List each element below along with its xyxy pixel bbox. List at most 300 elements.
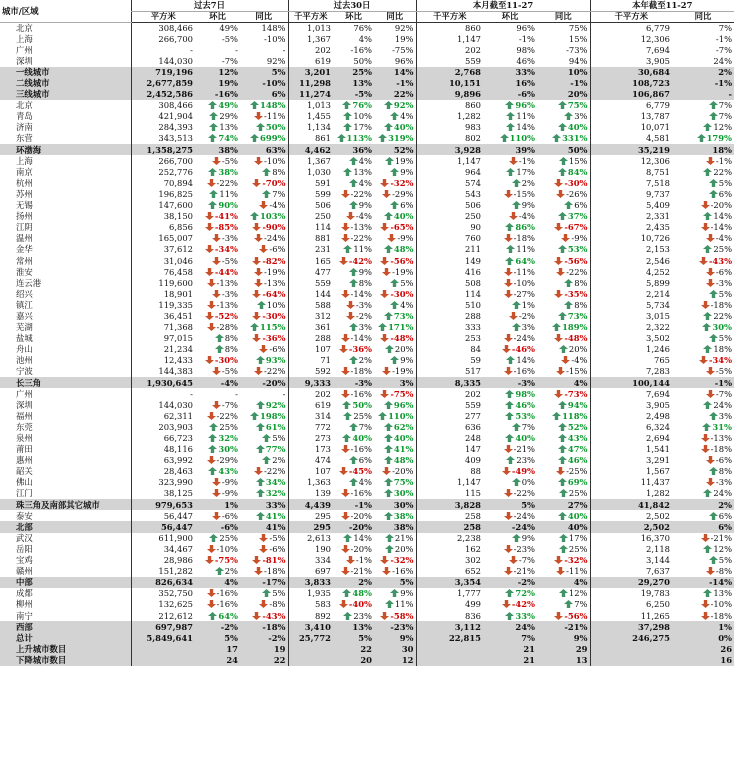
arrow-down-icon xyxy=(252,223,261,231)
arrow-down-icon xyxy=(346,212,355,220)
change-value: 11% xyxy=(516,244,536,255)
change-value: -4% xyxy=(195,377,240,388)
table-row xyxy=(0,410,734,421)
change-value: -5% xyxy=(715,366,733,377)
arrow-down-icon xyxy=(207,323,216,331)
area-value: 21,234 xyxy=(131,344,195,355)
arrow-down-icon xyxy=(504,545,513,553)
arrow-up-icon xyxy=(558,245,567,253)
change-value: 24% xyxy=(713,488,733,499)
arrow-up-icon xyxy=(703,245,712,253)
arrow-up-icon xyxy=(703,401,712,409)
change-value: -42% xyxy=(348,255,372,266)
arrow-up-icon xyxy=(703,123,712,131)
arrow-up-icon xyxy=(564,301,573,309)
change-value: -35% xyxy=(564,288,588,299)
area-value: 295 xyxy=(288,510,333,521)
arrow-down-icon xyxy=(380,334,389,342)
arrow-down-icon xyxy=(341,445,350,453)
table-row xyxy=(0,100,734,111)
area-value: 84 xyxy=(416,344,483,355)
arrow-down-icon xyxy=(252,290,261,298)
arrow-down-icon xyxy=(382,467,391,475)
city-name: 杭州 xyxy=(16,177,33,188)
change-value: -2% xyxy=(195,621,240,632)
change-value: 25% xyxy=(568,488,588,499)
area-value: 352,750 xyxy=(131,588,195,599)
area-value xyxy=(131,643,195,654)
change-value: 7% xyxy=(358,421,372,432)
change-value: 2% xyxy=(521,177,536,188)
change-value: 92% xyxy=(393,100,414,111)
change-value: -19% xyxy=(264,266,286,277)
area-value: 7,518 xyxy=(590,178,672,189)
arrow-down-icon xyxy=(341,234,350,242)
arrow-up-icon xyxy=(552,134,561,142)
table-row xyxy=(0,266,734,277)
arrow-up-icon xyxy=(709,101,718,109)
arrow-down-icon xyxy=(212,512,221,520)
table-row xyxy=(0,166,734,177)
arrow-up-icon xyxy=(208,101,217,109)
city-name: 三线城市 xyxy=(0,89,131,100)
arrow-down-icon xyxy=(207,600,216,608)
change-value: -22% xyxy=(350,188,372,199)
arrow-down-icon xyxy=(706,478,715,486)
area-value: 636 xyxy=(416,422,483,433)
arrow-up-icon xyxy=(384,312,393,320)
change-value: -18% xyxy=(264,566,286,577)
city-name: 泰安 xyxy=(16,510,33,521)
area-value: 3,828 xyxy=(416,499,483,510)
change-value: 2% xyxy=(272,455,286,466)
change-value: 6% xyxy=(358,455,372,466)
change-value: 43% xyxy=(218,466,238,477)
city-name: 佛山 xyxy=(16,477,33,488)
change-value: -43% xyxy=(708,255,733,266)
change-value: -7% xyxy=(715,44,733,55)
area-value: 107 xyxy=(288,344,333,355)
table-row xyxy=(0,55,734,66)
arrow-down-icon xyxy=(252,257,261,265)
city-name: 无锡 xyxy=(16,200,33,211)
change-value: 7% xyxy=(718,22,733,33)
area-value: 8,751 xyxy=(590,166,672,177)
change-value: -16% xyxy=(195,89,240,100)
change-value: 14% xyxy=(713,211,733,222)
area-value: 258 xyxy=(416,510,483,521)
city-name: 济南 xyxy=(16,122,33,133)
table-row xyxy=(0,488,734,499)
change-value: 319% xyxy=(388,133,414,144)
arrow-down-icon xyxy=(341,334,350,342)
change-value: 5% xyxy=(400,277,414,288)
change-value: 179% xyxy=(706,133,733,144)
change-value: 15% xyxy=(568,155,588,166)
arrow-up-icon xyxy=(256,478,265,486)
arrow-up-icon xyxy=(215,345,224,353)
area-value: 266,700 xyxy=(131,155,195,166)
change-value: 331% xyxy=(562,133,588,144)
city-name: 淮安 xyxy=(16,266,33,277)
change-value: 0% xyxy=(672,632,734,643)
area-value xyxy=(288,643,333,654)
change-value: 64% xyxy=(218,610,238,621)
arrow-down-icon xyxy=(380,290,389,298)
arrow-down-icon xyxy=(254,367,263,375)
table-row xyxy=(0,33,734,44)
yoy-7d: 同比 xyxy=(240,11,288,22)
change-value: 20% xyxy=(394,344,414,355)
arrow-up-icon xyxy=(256,423,265,431)
area-value: - xyxy=(131,44,195,55)
change-value: - xyxy=(282,388,286,399)
arrow-up-icon xyxy=(703,545,712,553)
area-value: 252,776 xyxy=(131,166,195,177)
change-value: 52% xyxy=(567,421,588,432)
arrow-down-icon xyxy=(504,367,513,375)
area-value: 48,116 xyxy=(131,444,195,455)
change-value: 63% xyxy=(240,144,288,155)
table-row xyxy=(0,355,734,366)
change-value: 9% xyxy=(521,200,536,211)
change-value: 40% xyxy=(567,122,588,133)
change-value: -20% xyxy=(710,200,733,211)
change-value: -16% xyxy=(350,444,372,455)
area-value: 1,246 xyxy=(590,344,672,355)
change-value: -3% xyxy=(221,288,238,299)
arrow-up-icon xyxy=(337,134,346,142)
change-value: 29 xyxy=(537,643,590,654)
change-value: 41% xyxy=(240,521,288,532)
arrow-up-icon xyxy=(343,168,352,176)
arrow-down-icon xyxy=(259,534,268,542)
change-value: 73% xyxy=(393,310,414,321)
area-value: 162 xyxy=(416,544,483,555)
arrow-up-icon xyxy=(390,356,399,364)
city-name: 北部 xyxy=(0,521,131,532)
change-value: 1% xyxy=(521,299,536,310)
city-name: 北京 xyxy=(16,22,33,33)
mom-30d: 环比 xyxy=(333,11,374,22)
change-value: 38% xyxy=(374,521,416,532)
area-value: 273 xyxy=(288,433,333,444)
arrow-down-icon xyxy=(259,545,268,553)
arrow-up-icon xyxy=(342,401,351,409)
change-value: 12% xyxy=(713,543,733,554)
change-value: 5% xyxy=(718,288,733,299)
table-row xyxy=(0,133,734,144)
change-value: 64% xyxy=(515,255,536,266)
area-value: 3,928 xyxy=(416,144,483,155)
arrow-up-icon xyxy=(262,456,271,464)
arrow-down-icon xyxy=(254,268,263,276)
change-value: 25% xyxy=(219,421,238,432)
city-name: 江阴 xyxy=(16,222,33,233)
summary-row xyxy=(0,655,734,666)
change-value: 4% xyxy=(358,155,372,166)
change-value: 13% xyxy=(333,78,374,89)
area-value: 1,567 xyxy=(590,466,672,477)
change-value: 19 xyxy=(240,643,288,654)
change-value: 113% xyxy=(346,133,372,144)
arrow-down-icon xyxy=(252,612,261,620)
arrow-up-icon xyxy=(390,301,399,309)
area-value: 11,265 xyxy=(590,610,672,621)
change-value: 74% xyxy=(218,133,238,144)
arrow-up-icon xyxy=(709,512,718,520)
change-value: -56% xyxy=(564,610,588,621)
mom-month: 环比 xyxy=(483,11,537,22)
area-value: 592 xyxy=(288,366,333,377)
area-value: 6,779 xyxy=(590,100,672,111)
change-value: -13% xyxy=(216,277,238,288)
area-value: 3,291 xyxy=(590,455,672,466)
change-value: 53% xyxy=(567,244,588,255)
arrow-up-icon xyxy=(558,423,567,431)
change-value: -21% xyxy=(350,566,372,577)
change-value: -23% xyxy=(374,621,416,632)
city-name: 扬州 xyxy=(16,211,33,222)
arrow-up-icon xyxy=(505,612,514,620)
change-value: 2% xyxy=(672,499,734,510)
area-value: 97,015 xyxy=(131,333,195,344)
arrow-up-icon xyxy=(342,101,351,109)
arrow-up-icon xyxy=(343,245,352,253)
change-value: -2% xyxy=(355,310,372,321)
area-value: 1,363 xyxy=(288,477,333,488)
area-value: 10,726 xyxy=(590,233,672,244)
summary-row xyxy=(0,577,734,588)
change-value: 9% xyxy=(537,632,590,643)
area-value: 203,903 xyxy=(131,422,195,433)
change-value: 10% xyxy=(353,111,372,122)
arrow-down-icon xyxy=(380,556,389,564)
change-value: -36% xyxy=(348,344,372,355)
change-value: -9% xyxy=(571,233,588,244)
table-row xyxy=(0,610,734,621)
arrow-down-icon xyxy=(259,345,268,353)
arrow-down-icon xyxy=(341,567,350,575)
arrow-down-icon xyxy=(380,179,389,187)
table-row xyxy=(0,555,734,566)
arrow-down-icon xyxy=(699,257,708,265)
area-value: 165,007 xyxy=(131,233,195,244)
arrow-down-icon xyxy=(554,290,563,298)
area-value: 3,354 xyxy=(416,577,483,588)
change-value: -10% xyxy=(216,543,238,554)
change-value: 9% xyxy=(358,200,372,211)
area-value: 144 xyxy=(288,288,333,299)
change-value: 18% xyxy=(713,344,733,355)
area-value: 3,905 xyxy=(590,399,672,410)
arrow-up-icon xyxy=(262,168,271,176)
arrow-up-icon xyxy=(559,589,568,597)
change-value: -16% xyxy=(216,588,238,599)
change-value: 12 xyxy=(374,655,416,666)
area-value: 119,335 xyxy=(131,300,195,311)
area-value: 421,904 xyxy=(131,111,195,122)
city-name: 下降城市数目 xyxy=(0,655,131,666)
change-value: 115% xyxy=(260,322,286,333)
city-name: 柳州 xyxy=(16,599,33,610)
change-value: 4% xyxy=(195,577,240,588)
arrow-down-icon xyxy=(207,279,216,287)
change-value: -30% xyxy=(262,310,286,321)
change-value: 13% xyxy=(333,621,374,632)
arrow-down-icon xyxy=(504,489,513,497)
arrow-down-icon xyxy=(556,367,565,375)
change-value: 50% xyxy=(537,144,590,155)
change-value: 90% xyxy=(218,200,238,211)
change-value: -22% xyxy=(216,410,238,421)
change-value: 48% xyxy=(393,244,414,255)
change-value: -75% xyxy=(214,555,238,566)
arrow-up-icon xyxy=(564,112,573,120)
change-value: -42% xyxy=(511,599,536,610)
arrow-up-icon xyxy=(384,456,393,464)
arrow-down-icon xyxy=(259,201,268,209)
arrow-down-icon xyxy=(205,212,214,220)
arrow-down-icon xyxy=(504,334,513,342)
change-value: 40% xyxy=(393,433,414,443)
arrow-up-icon xyxy=(703,212,712,220)
change-value: -1% xyxy=(518,155,536,166)
change-value: -14% xyxy=(710,222,733,233)
change-value: 17% xyxy=(353,122,372,133)
change-value: 14% xyxy=(516,122,536,133)
area-value: 9,896 xyxy=(416,89,483,100)
arrow-down-icon xyxy=(346,301,355,309)
arrow-up-icon xyxy=(209,123,218,131)
area-value: 202 xyxy=(416,388,483,399)
arrow-up-icon xyxy=(505,589,514,597)
change-value: -90% xyxy=(262,222,286,233)
summary-row xyxy=(0,499,734,510)
unit-month: 千平方米 xyxy=(416,11,483,22)
arrow-up-icon xyxy=(702,423,711,431)
arrow-down-icon xyxy=(207,179,216,187)
change-value: 93% xyxy=(265,355,286,366)
change-value: 40% xyxy=(537,521,590,532)
arrow-down-icon xyxy=(554,612,563,620)
change-value: -4% xyxy=(715,233,733,244)
change-value: 9% xyxy=(521,532,536,543)
arrow-down-icon xyxy=(252,179,261,187)
summary-row xyxy=(0,643,734,654)
area-value: 288 xyxy=(416,311,483,322)
change-value: 1% xyxy=(672,621,734,632)
area-value: 295 xyxy=(288,521,333,532)
arrow-down-icon xyxy=(252,556,261,564)
change-value: -11% xyxy=(513,266,536,277)
area-value: 28,986 xyxy=(131,555,195,566)
area-value xyxy=(131,655,195,666)
arrow-up-icon xyxy=(209,190,218,198)
area-value: 826,634 xyxy=(131,577,195,588)
change-value: 27% xyxy=(537,499,590,510)
city-name: 上海 xyxy=(16,33,33,44)
change-value: 2% xyxy=(224,566,238,577)
arrow-down-icon xyxy=(504,279,513,287)
area-value: 860 xyxy=(416,100,483,111)
change-value: 24% xyxy=(713,399,733,410)
area-value: 2,613 xyxy=(288,533,333,544)
change-value: -20% xyxy=(392,466,414,477)
table-row xyxy=(0,244,734,255)
change-value: 92% xyxy=(394,22,414,33)
change-value: -23% xyxy=(513,543,536,554)
arrow-down-icon xyxy=(382,367,391,375)
change-value: -11% xyxy=(264,111,286,122)
change-value: 30% xyxy=(218,444,238,455)
arrow-down-icon xyxy=(212,157,221,165)
arrow-down-icon xyxy=(341,223,350,231)
change-value: 38% xyxy=(195,144,240,155)
arrow-up-icon xyxy=(208,612,217,620)
area-value: 499 xyxy=(416,599,483,610)
change-value: -20% xyxy=(350,543,372,554)
arrow-down-icon xyxy=(554,556,563,564)
area-value: 132,625 xyxy=(131,599,195,610)
change-value: 19% xyxy=(195,78,240,89)
change-value: -4% xyxy=(355,211,372,222)
area-value: 37,298 xyxy=(590,621,672,632)
arrow-down-icon xyxy=(701,223,710,231)
area-value: 2,452,586 xyxy=(131,89,195,100)
change-value: -20% xyxy=(350,510,372,521)
change-value: -26% xyxy=(566,188,588,199)
table-row xyxy=(0,22,734,33)
change-value: 2% xyxy=(333,577,374,588)
change-value: 46% xyxy=(515,399,536,410)
change-value: 11% xyxy=(394,599,414,610)
area-value: 7,283 xyxy=(590,366,672,377)
arrow-up-icon xyxy=(512,534,521,542)
area-value: 1,367 xyxy=(288,33,333,44)
arrow-up-icon xyxy=(559,345,568,353)
change-value: 7% xyxy=(718,100,733,111)
arrow-down-icon xyxy=(556,567,565,575)
change-value: 22 xyxy=(240,655,288,666)
arrow-down-icon xyxy=(504,234,513,242)
change-value: -5% xyxy=(221,33,238,44)
arrow-down-icon xyxy=(259,600,268,608)
change-value: 92% xyxy=(265,399,286,410)
arrow-up-icon xyxy=(349,157,358,165)
arrow-down-icon xyxy=(207,589,216,597)
arrow-down-icon xyxy=(504,290,513,298)
city-name: 宁波 xyxy=(16,366,33,377)
table-row xyxy=(0,599,734,610)
area-value: 2,153 xyxy=(590,244,672,255)
change-value: 5% xyxy=(374,577,416,588)
arrow-down-icon xyxy=(207,301,216,309)
table-row xyxy=(0,566,734,577)
arrow-down-icon xyxy=(341,290,350,298)
change-value: 5% xyxy=(240,67,288,78)
change-value: 7% xyxy=(521,421,536,432)
area-value: 28,463 xyxy=(131,466,195,477)
area-value: 12,306 xyxy=(590,33,672,44)
arrow-up-icon xyxy=(552,323,561,331)
arrow-up-icon xyxy=(250,101,259,109)
table-row xyxy=(0,322,734,333)
area-value: 114 xyxy=(288,222,333,233)
change-value: -44% xyxy=(214,266,238,277)
change-value: 2% xyxy=(358,355,372,366)
change-value: -1% xyxy=(715,33,733,44)
